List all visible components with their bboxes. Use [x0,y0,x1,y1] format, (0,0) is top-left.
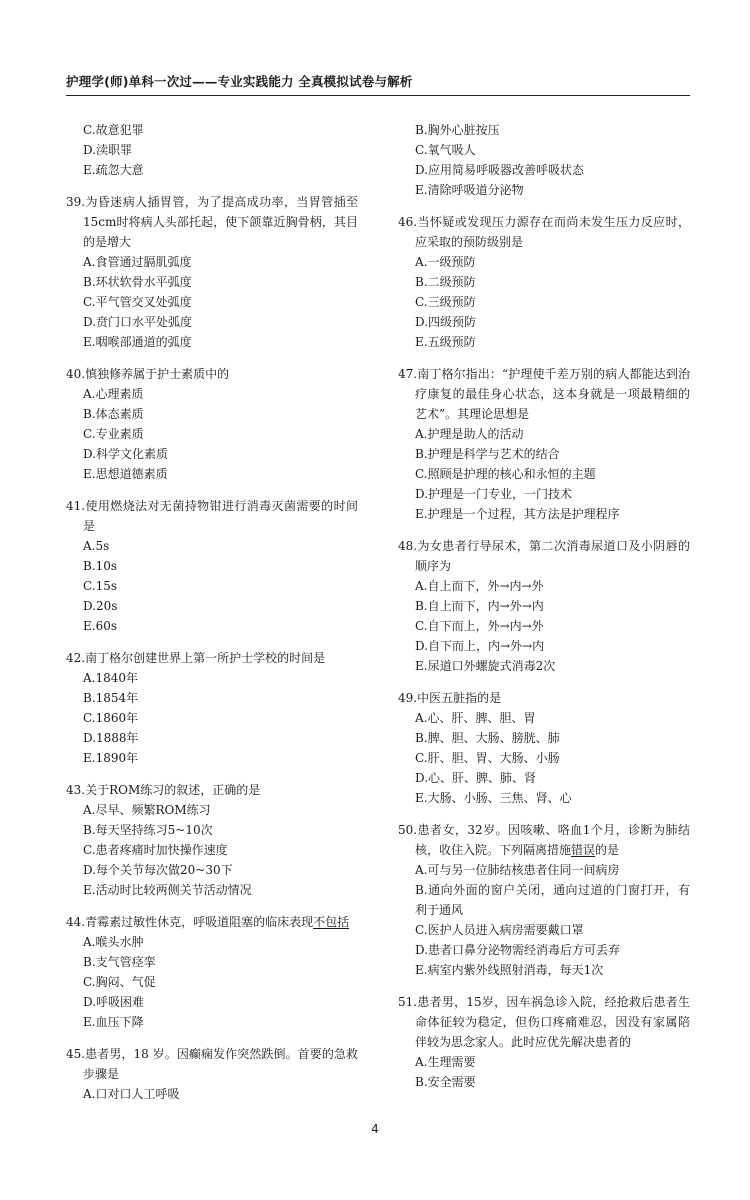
question-stem: 41.使用燃烧法对无菌持物钳进行消毒灭菌需要的时间是 [66,499,358,533]
stem-text: 44.青霉素过敏性休克，呼吸道阻塞的临床表现 [66,915,314,929]
option: D.应用简易呼吸器改善呼吸状态 [415,163,585,177]
option: A.心、肝、脾、胆、胃 [415,711,536,725]
question-block [398,120,690,200]
option: E.清除呼吸道分泌物 [415,183,524,197]
option: C.照顾是护理的核心和永恒的主题 [415,467,596,481]
option: A.生理需要 [415,1055,476,1069]
option: C.故意犯罪 [83,123,144,137]
option: C.氧气吸人 [415,143,476,157]
option: D.呼吸困难 [83,995,145,1009]
option: A.可与另一位肺结核患者住同一间病房 [415,863,620,877]
question-stem: 51.患者男，15岁，因车祸急诊入院，经抢救后患者生命体征较为稳定，但伤口疼痛难忍，因没有家属陪伴较为思念家人。此时应优先解决患者的 [398,995,690,1049]
question-40 [66,364,358,484]
option: E.咽喉部通道的弧度 [83,335,192,349]
option: A.一级预防 [415,255,476,269]
emphasis-text: 不包括 [313,915,350,929]
question-stem: 39.为昏迷病人插胃管，为了提高成功率，当胃管插至15cm时将病人头部托起，使下颌靠近胸骨柄，其目的是增大 [66,195,358,249]
option: E.疏忽大意 [83,163,144,177]
option: B.10s [83,559,118,573]
question-50 [398,820,690,980]
option: B.支气管痉挛 [83,955,156,969]
question-stem: 43.关于ROM练习的叙述，正确的是 [66,783,261,797]
option: E.血压下降 [83,1015,144,1029]
question-stem: 47.南丁格尔指出：“护理使千差万别的病人都能达到治疗康复的最佳身心状态，这本身就是一项最精细的艺术”。其理论思想是 [398,367,690,421]
option: B.1854年 [83,691,139,705]
option: A.尽早、频繁ROM练习 [83,803,211,817]
option: E.活动时比较两侧关节活动情况 [83,883,252,897]
right-column [398,120,690,1092]
question-51 [398,992,690,1092]
option: B.通向外面的窗户关闭，通向过道的门窗打开，有利于通风 [415,883,690,917]
option: D.1888年 [83,731,139,745]
option: E.病室内紫外线照射消毒，每天1次 [415,963,604,977]
option: A.1840年 [83,671,139,685]
question-45 [66,1044,358,1104]
option: C.自下而上，外→内→外 [415,619,544,633]
question-stem: 48.为女患者行导尿术，第二次消毒尿道口及小阴唇的顺序为 [398,539,690,573]
left-column [66,120,358,1104]
option: C.肝、胆、胃、大肠、小肠 [415,751,560,765]
option: C.三级预防 [415,295,476,309]
question-43 [66,780,358,900]
option: A.护理是助人的活动 [415,427,524,441]
stem-text: 的是 [595,843,620,857]
option: D.科学文化素质 [83,447,169,461]
option: C.胸闷、气促 [83,975,156,989]
question-stem: 46.当怀疑或发现压力源存在而尚未发生压力反应时，应采取的预防级别是 [398,215,690,249]
option: E.1890年 [83,751,139,765]
option: E.尿道口外螺旋式消毒2次 [415,659,556,673]
option: D.每个关节每次做20~30下 [83,863,233,877]
option: C.患者疼痛时加快操作速度 [83,843,228,857]
option: B.安全需要 [415,1075,476,1089]
running-header: 护理学(师)单科一次过——专业实践能力 全真模拟试卷与解析 [66,74,413,89]
question-stem [66,912,358,932]
question-stem: 40.慎独修养属于护士素质中的 [66,367,230,381]
emphasis-text: 错误 [571,843,596,857]
question-44 [66,912,358,1032]
option: E.思想道德素质 [83,467,168,481]
option: D.自下而上，内→外→内 [415,639,545,653]
question-stem: 42.南丁格尔创建世界上第一所护士学校的时间是 [66,651,326,665]
question-41 [66,496,358,636]
option: D.护理是一门专业，一门技术 [415,487,573,501]
option: A.食管通过膈肌弧度 [83,255,192,269]
question-stem: 45.患者男，18 岁。因癫痫发作突然跌倒。首要的急救步骤是 [66,1047,358,1081]
header-rule [66,95,690,96]
option: A.心理素质 [83,387,144,401]
option: B.脾、胆、大肠、膀胱、肺 [415,731,560,745]
option: B.胸外心脏按压 [415,123,500,137]
option: E.大肠、小肠、三焦、肾、心 [415,791,572,805]
stem-text: 50.患者女，32岁。因咳嗽、咯血1个月，诊断为肺结核，收住入院。下列隔离措施 [398,823,690,857]
option: C.1860年 [83,711,139,725]
option: E.护理是一个过程，其方法是护理程序 [415,507,620,521]
option: C.医护人员进入病房需要戴口罩 [415,923,584,937]
option: D.心、肝、脾、肺、肾 [415,771,537,785]
option: B.环状软骨水平弧度 [83,275,192,289]
page-number: 4 [371,1122,379,1136]
option: D.贲门口水平处弧度 [83,315,193,329]
question-49 [398,688,690,808]
option: D.渎职罪 [83,143,133,157]
option: D.四级预防 [415,315,477,329]
option: E.五级预防 [415,335,476,349]
option: A.5s [83,539,110,553]
question-stem [398,820,690,860]
option: B.体态素质 [83,407,144,421]
question-42 [66,648,358,768]
option: C.专业素质 [83,427,144,441]
question-47 [398,364,690,524]
option: C.平气管交叉处弧度 [83,295,192,309]
option: D.20s [83,599,118,613]
option: B.二级预防 [415,275,476,289]
question-48 [398,536,690,676]
question-39 [66,192,358,352]
question-block [66,120,358,180]
option: C.15s [83,579,117,593]
option: A.口对口人工呼吸 [83,1087,180,1101]
option: D.患者口鼻分泌物需经消毒后方可丢弃 [415,943,621,957]
option: B.护理是科学与艺术的结合 [415,447,560,461]
option: E.60s [83,619,118,633]
option: A.自上而下，外→内→外 [415,579,544,593]
question-46 [398,212,690,352]
option: A.喉头水肿 [83,935,144,949]
question-stem: 49.中医五脏指的是 [398,691,502,705]
option: B.每天坚持练习5~10次 [83,823,213,837]
option: B.自上而下，内→外→内 [415,599,544,613]
